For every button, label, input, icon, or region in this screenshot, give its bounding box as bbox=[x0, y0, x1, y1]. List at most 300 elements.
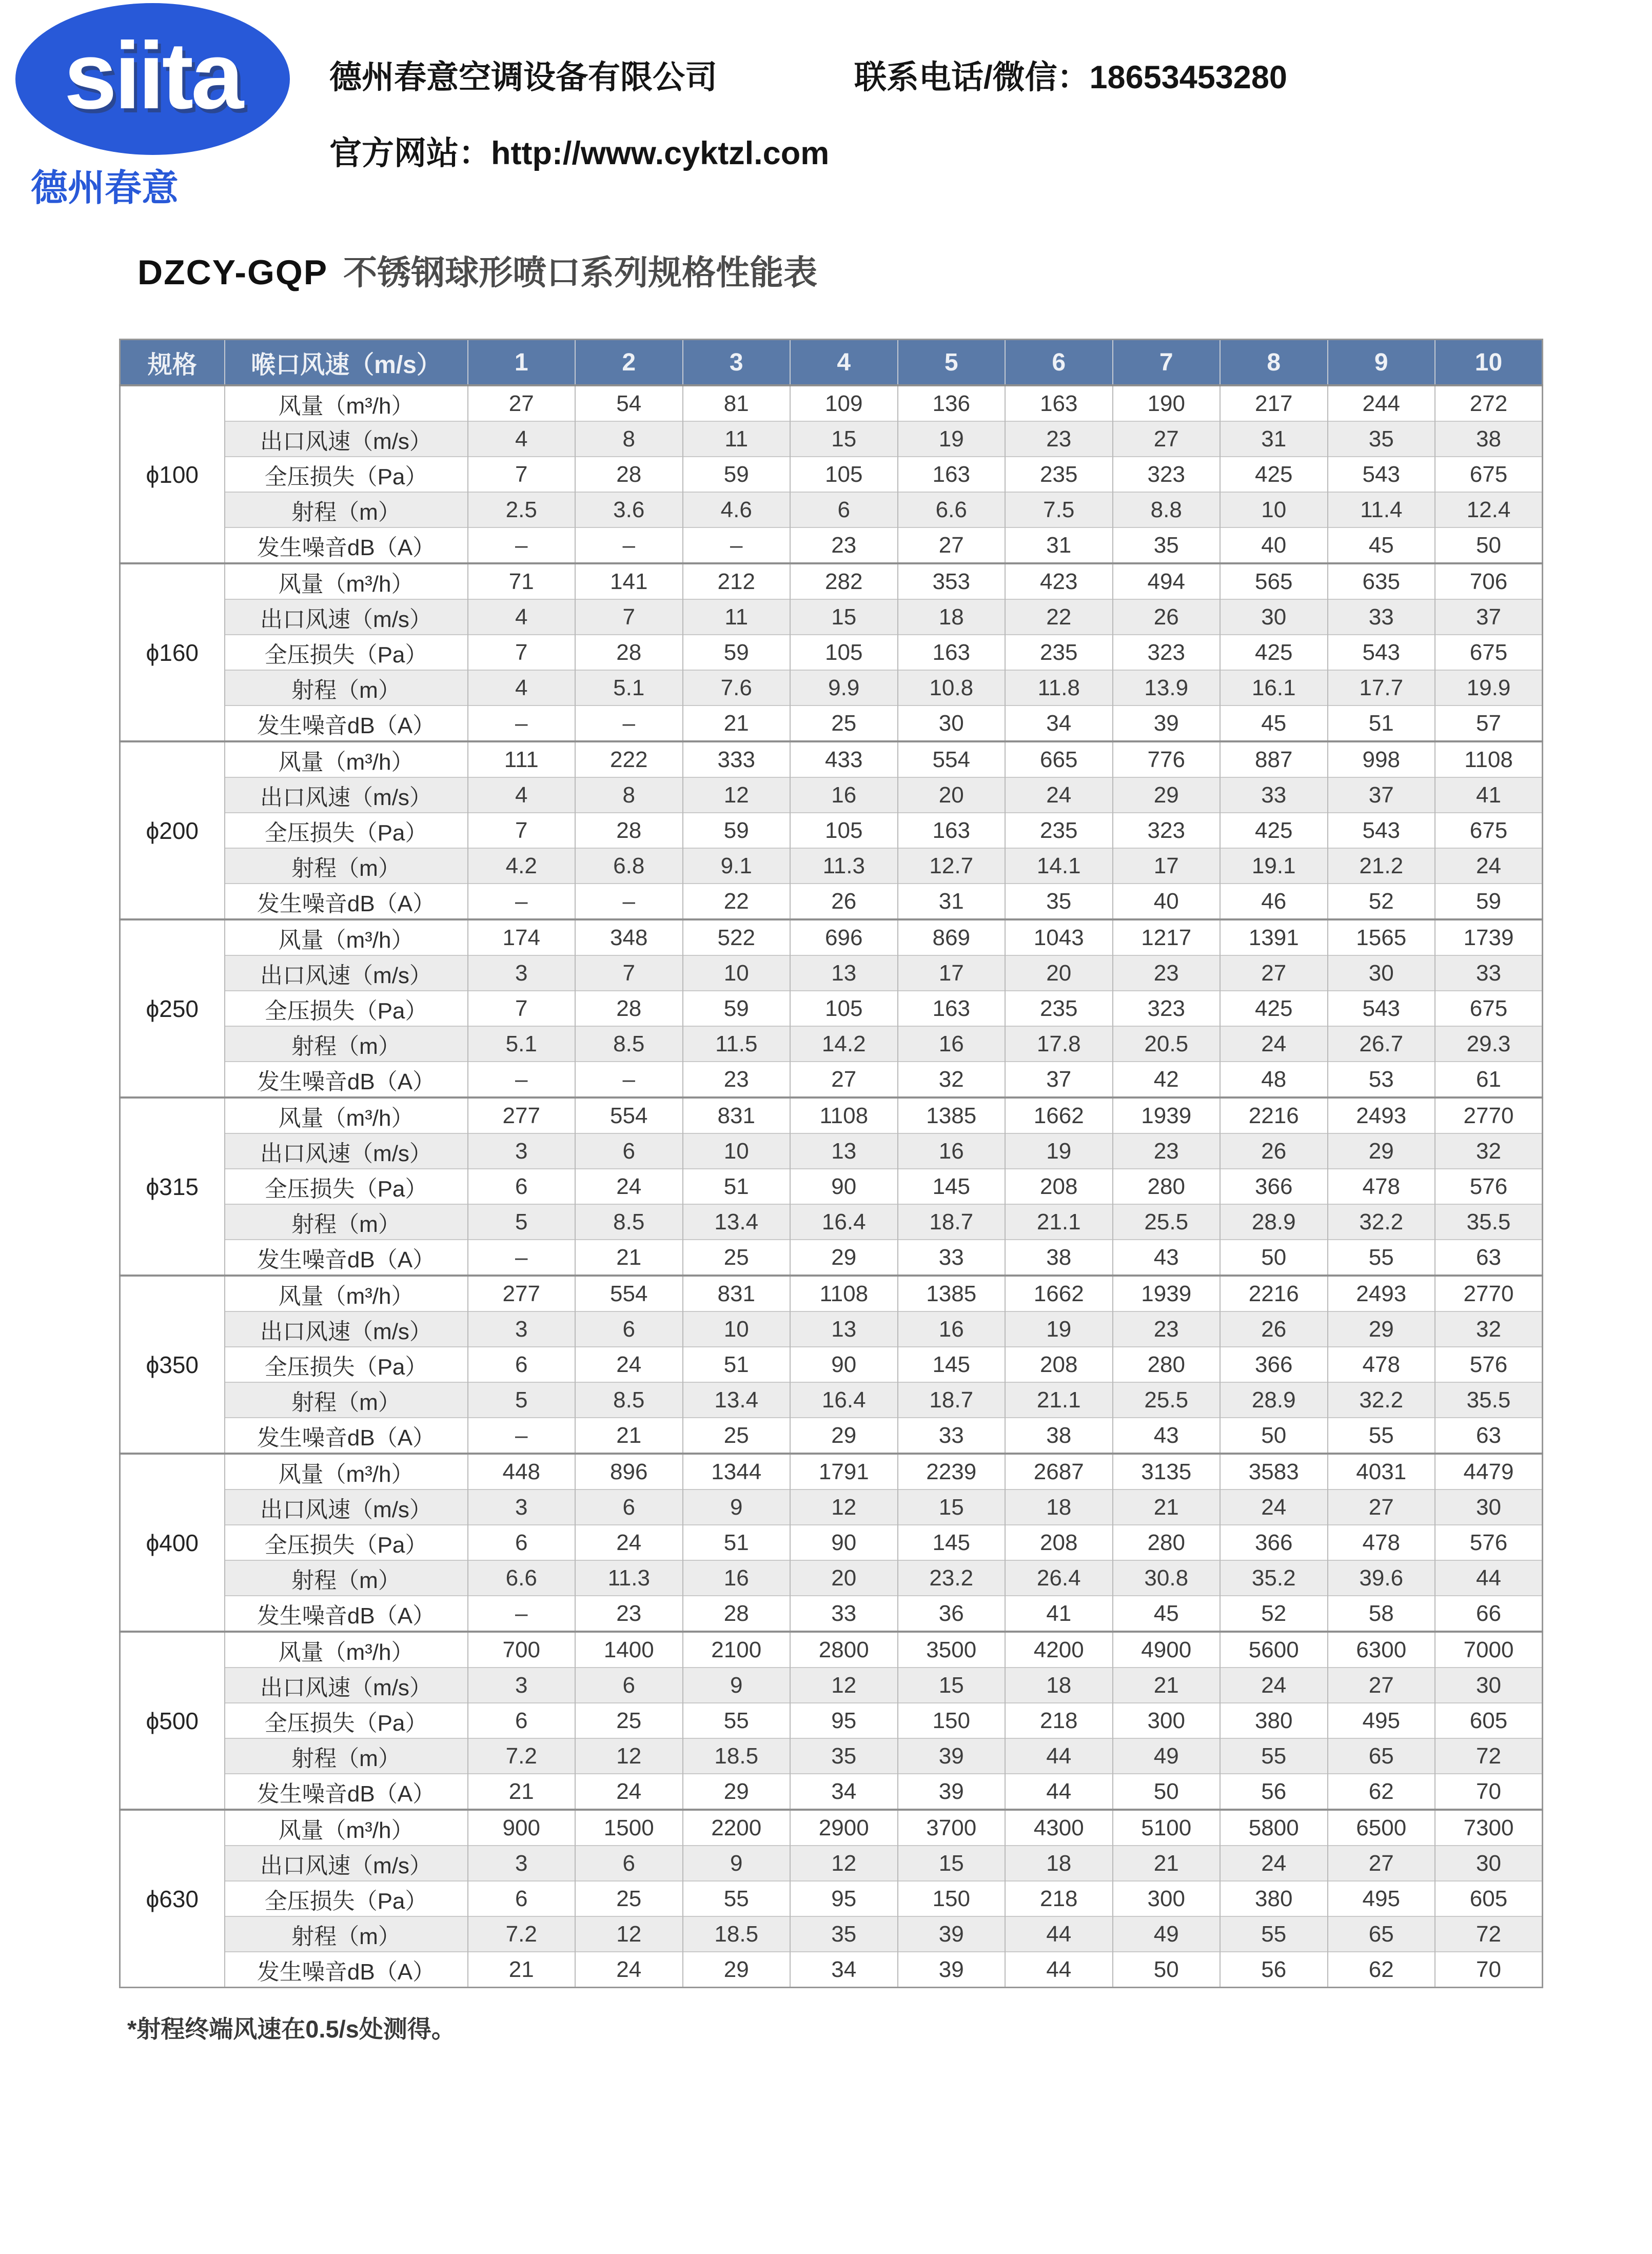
value-cell: 4 bbox=[468, 670, 576, 705]
table-row bbox=[120, 991, 1543, 1026]
value-cell: 1791 bbox=[790, 1454, 898, 1489]
value-cell: 29 bbox=[790, 1240, 898, 1276]
value-cell: 17 bbox=[898, 955, 1006, 991]
row-label: 全压损失（Pa） bbox=[225, 457, 468, 492]
value-cell: 6300 bbox=[1328, 1632, 1435, 1668]
value-cell: 30 bbox=[898, 705, 1006, 741]
value-cell: 35.2 bbox=[1220, 1560, 1328, 1596]
value-cell: 12.4 bbox=[1435, 492, 1543, 527]
value-cell: 24 bbox=[1220, 1489, 1328, 1525]
row-label: 射程（m） bbox=[225, 492, 468, 527]
value-cell: 13.9 bbox=[1113, 670, 1221, 705]
value-cell: 7300 bbox=[1435, 1810, 1543, 1846]
spec-cell: ϕ100 bbox=[120, 385, 225, 563]
value-cell: 34 bbox=[790, 1952, 898, 1988]
value-cell: – bbox=[575, 884, 683, 919]
value-cell: 14.1 bbox=[1005, 848, 1113, 884]
table-row bbox=[120, 1097, 1543, 1133]
value-cell: 696 bbox=[790, 919, 898, 955]
value-cell: 105 bbox=[790, 813, 898, 848]
value-cell: 323 bbox=[1113, 813, 1221, 848]
value-cell: 5.1 bbox=[575, 670, 683, 705]
value-cell: 425 bbox=[1220, 991, 1328, 1026]
value-cell: 8.8 bbox=[1113, 492, 1221, 527]
value-cell: 23 bbox=[790, 527, 898, 563]
value-cell: 543 bbox=[1328, 991, 1435, 1026]
value-cell: 11.8 bbox=[1005, 670, 1113, 705]
value-cell: 59 bbox=[1435, 884, 1543, 919]
table-row bbox=[120, 1632, 1543, 1668]
value-cell: 55 bbox=[1328, 1418, 1435, 1454]
value-cell: 55 bbox=[1220, 1738, 1328, 1774]
table-row bbox=[120, 1560, 1543, 1596]
value-cell: 6 bbox=[790, 492, 898, 527]
value-cell: 29 bbox=[683, 1774, 791, 1810]
value-cell: 212 bbox=[683, 563, 791, 599]
value-cell: 55 bbox=[1328, 1240, 1435, 1276]
row-label: 全压损失（Pa） bbox=[225, 1169, 468, 1204]
value-cell: 11.5 bbox=[683, 1026, 791, 1062]
value-cell: 15 bbox=[898, 1846, 1006, 1881]
value-cell: 4900 bbox=[1113, 1632, 1221, 1668]
value-cell: 37 bbox=[1328, 777, 1435, 813]
value-cell: 163 bbox=[898, 813, 1006, 848]
row-label: 出口风速（m/s） bbox=[225, 599, 468, 635]
value-cell: 16.4 bbox=[790, 1204, 898, 1240]
value-cell: 52 bbox=[1328, 884, 1435, 919]
value-cell: 8.5 bbox=[575, 1026, 683, 1062]
row-label: 射程（m） bbox=[225, 1026, 468, 1062]
table-row bbox=[120, 1952, 1543, 1988]
value-cell: 33 bbox=[1328, 599, 1435, 635]
col-header-2: 2 bbox=[575, 340, 683, 386]
value-cell: 3500 bbox=[898, 1632, 1006, 1668]
value-cell: 24 bbox=[575, 1347, 683, 1382]
value-cell: 218 bbox=[1005, 1881, 1113, 1916]
value-cell: 887 bbox=[1220, 741, 1328, 777]
spec-table bbox=[119, 339, 1543, 1988]
value-cell: 10 bbox=[683, 1311, 791, 1347]
value-cell: 29 bbox=[1328, 1311, 1435, 1347]
value-cell: 235 bbox=[1005, 813, 1113, 848]
website-url: 官方网站：http://www.cyktzl.com bbox=[329, 135, 830, 171]
value-cell: 30 bbox=[1435, 1846, 1543, 1881]
value-cell: 33 bbox=[898, 1240, 1006, 1276]
value-cell: 12 bbox=[790, 1668, 898, 1703]
value-cell: 244 bbox=[1328, 385, 1435, 421]
value-cell: 366 bbox=[1220, 1525, 1328, 1560]
value-cell: 6 bbox=[468, 1169, 576, 1204]
value-cell: 16 bbox=[790, 777, 898, 813]
table-row bbox=[120, 457, 1543, 492]
value-cell: 478 bbox=[1328, 1169, 1435, 1204]
table-row bbox=[120, 1276, 1543, 1311]
row-label: 出口风速（m/s） bbox=[225, 1846, 468, 1881]
row-label: 射程（m） bbox=[225, 1382, 468, 1418]
value-cell: 1108 bbox=[790, 1097, 898, 1133]
value-cell: 9.9 bbox=[790, 670, 898, 705]
value-cell: 35 bbox=[790, 1738, 898, 1774]
value-cell: 12.7 bbox=[898, 848, 1006, 884]
table-row bbox=[120, 1810, 1543, 1846]
value-cell: 425 bbox=[1220, 457, 1328, 492]
table-row bbox=[120, 670, 1543, 705]
value-cell: 1385 bbox=[898, 1097, 1006, 1133]
value-cell: 1043 bbox=[1005, 919, 1113, 955]
value-cell: 21.1 bbox=[1005, 1382, 1113, 1418]
row-label: 风量（m³/h） bbox=[225, 1454, 468, 1489]
value-cell: 41 bbox=[1005, 1596, 1113, 1632]
value-cell: 3 bbox=[468, 1846, 576, 1881]
value-cell: 44 bbox=[1005, 1916, 1113, 1952]
row-label: 风量（m³/h） bbox=[225, 1810, 468, 1846]
col-header-throat-speed: 喉口风速（m/s） bbox=[225, 340, 468, 386]
value-cell: 9 bbox=[683, 1846, 791, 1881]
row-label: 全压损失（Pa） bbox=[225, 991, 468, 1026]
value-cell: 218 bbox=[1005, 1703, 1113, 1738]
value-cell: 18 bbox=[1005, 1846, 1113, 1881]
value-cell: – bbox=[575, 705, 683, 741]
page-title-model: DZCY-GQP bbox=[137, 253, 328, 292]
value-cell: 59 bbox=[683, 635, 791, 670]
value-cell: 6 bbox=[575, 1846, 683, 1881]
table-row bbox=[120, 1133, 1543, 1169]
table-row bbox=[120, 385, 1543, 421]
value-cell: 2216 bbox=[1220, 1276, 1328, 1311]
value-cell: 2900 bbox=[790, 1810, 898, 1846]
table-row bbox=[120, 1596, 1543, 1632]
table-row bbox=[120, 1489, 1543, 1525]
value-cell: 26.4 bbox=[1005, 1560, 1113, 1596]
value-cell: 46 bbox=[1220, 884, 1328, 919]
value-cell: 333 bbox=[683, 741, 791, 777]
value-cell: 50 bbox=[1220, 1240, 1328, 1276]
value-cell: 38 bbox=[1005, 1418, 1113, 1454]
row-label: 全压损失（Pa） bbox=[225, 635, 468, 670]
table-row bbox=[120, 1347, 1543, 1382]
value-cell: 19 bbox=[1005, 1311, 1113, 1347]
value-cell: 14.2 bbox=[790, 1026, 898, 1062]
value-cell: 565 bbox=[1220, 563, 1328, 599]
value-cell: 90 bbox=[790, 1347, 898, 1382]
value-cell: 23 bbox=[575, 1596, 683, 1632]
value-cell: 23 bbox=[1005, 421, 1113, 457]
value-cell: 423 bbox=[1005, 563, 1113, 599]
value-cell: 66 bbox=[1435, 1596, 1543, 1632]
value-cell: 21 bbox=[1113, 1846, 1221, 1881]
brand-logo bbox=[15, 3, 290, 155]
value-cell: 24 bbox=[1435, 848, 1543, 884]
value-cell: 16 bbox=[898, 1133, 1006, 1169]
value-cell: 1739 bbox=[1435, 919, 1543, 955]
value-cell: 18.5 bbox=[683, 1916, 791, 1952]
value-cell: 6 bbox=[575, 1668, 683, 1703]
col-header-4: 4 bbox=[790, 340, 898, 386]
value-cell: 366 bbox=[1220, 1169, 1328, 1204]
row-label: 风量（m³/h） bbox=[225, 1632, 468, 1668]
brand-logo-text: siita bbox=[64, 23, 242, 129]
value-cell: 55 bbox=[683, 1881, 791, 1916]
row-label: 射程（m） bbox=[225, 1560, 468, 1596]
value-cell: 25 bbox=[683, 1418, 791, 1454]
value-cell: 16 bbox=[898, 1026, 1006, 1062]
value-cell: 35 bbox=[790, 1916, 898, 1952]
value-cell: 28 bbox=[575, 457, 683, 492]
value-cell: 5600 bbox=[1220, 1632, 1328, 1668]
value-cell: 24 bbox=[575, 1952, 683, 1988]
value-cell: 494 bbox=[1113, 563, 1221, 599]
value-cell: 495 bbox=[1328, 1881, 1435, 1916]
value-cell: 19.1 bbox=[1220, 848, 1328, 884]
value-cell: 1391 bbox=[1220, 919, 1328, 955]
value-cell: 6 bbox=[575, 1311, 683, 1347]
value-cell: 41 bbox=[1435, 777, 1543, 813]
spec-cell: ϕ200 bbox=[120, 741, 225, 919]
value-cell: 28 bbox=[683, 1596, 791, 1632]
value-cell: 27 bbox=[468, 385, 576, 421]
row-label: 全压损失（Pa） bbox=[225, 1525, 468, 1560]
value-cell: 15 bbox=[898, 1489, 1006, 1525]
value-cell: 23 bbox=[1113, 1311, 1221, 1347]
row-label: 风量（m³/h） bbox=[225, 1276, 468, 1311]
table-row bbox=[120, 1311, 1543, 1347]
value-cell: 30 bbox=[1435, 1668, 1543, 1703]
value-cell: 21 bbox=[468, 1952, 576, 1988]
value-cell: 65 bbox=[1328, 1738, 1435, 1774]
value-cell: 478 bbox=[1328, 1525, 1435, 1560]
value-cell: 8 bbox=[575, 421, 683, 457]
value-cell: 16 bbox=[898, 1311, 1006, 1347]
table-row bbox=[120, 777, 1543, 813]
value-cell: 39.6 bbox=[1328, 1560, 1435, 1596]
value-cell: 2493 bbox=[1328, 1276, 1435, 1311]
value-cell: 12 bbox=[790, 1846, 898, 1881]
value-cell: 7 bbox=[468, 813, 576, 848]
value-cell: 6 bbox=[575, 1133, 683, 1169]
value-cell: 12 bbox=[575, 1916, 683, 1952]
value-cell: 44 bbox=[1005, 1738, 1113, 1774]
value-cell: 282 bbox=[790, 563, 898, 599]
spec-table-body bbox=[120, 385, 1543, 1988]
value-cell: 71 bbox=[468, 563, 576, 599]
value-cell: 6 bbox=[468, 1703, 576, 1738]
table-row bbox=[120, 1204, 1543, 1240]
value-cell: 16 bbox=[683, 1560, 791, 1596]
spec-cell: ϕ500 bbox=[120, 1632, 225, 1810]
value-cell: 7.5 bbox=[1005, 492, 1113, 527]
value-cell: 7 bbox=[468, 457, 576, 492]
value-cell: 44 bbox=[1005, 1774, 1113, 1810]
value-cell: 1662 bbox=[1005, 1097, 1113, 1133]
row-label: 全压损失（Pa） bbox=[225, 1703, 468, 1738]
value-cell: 30.8 bbox=[1113, 1560, 1221, 1596]
value-cell: 11.4 bbox=[1328, 492, 1435, 527]
value-cell: 605 bbox=[1435, 1881, 1543, 1916]
value-cell: 2200 bbox=[683, 1810, 791, 1846]
value-cell: 27 bbox=[1113, 421, 1221, 457]
value-cell: 34 bbox=[790, 1774, 898, 1810]
row-label: 发生噪音dB（A） bbox=[225, 1240, 468, 1276]
value-cell: 11 bbox=[683, 599, 791, 635]
value-cell: 42 bbox=[1113, 1062, 1221, 1097]
value-cell: 23 bbox=[1113, 955, 1221, 991]
value-cell: 13 bbox=[790, 955, 898, 991]
value-cell: 323 bbox=[1113, 457, 1221, 492]
table-row bbox=[120, 1916, 1543, 1952]
value-cell: 11.3 bbox=[575, 1560, 683, 1596]
value-cell: 57 bbox=[1435, 705, 1543, 741]
value-cell: 2687 bbox=[1005, 1454, 1113, 1489]
value-cell: 43 bbox=[1113, 1240, 1221, 1276]
value-cell: 25 bbox=[683, 1240, 791, 1276]
value-cell: 32 bbox=[1435, 1133, 1543, 1169]
value-cell: 31 bbox=[1005, 527, 1113, 563]
value-cell: 4200 bbox=[1005, 1632, 1113, 1668]
value-cell: 163 bbox=[1005, 385, 1113, 421]
value-cell: 21 bbox=[575, 1240, 683, 1276]
value-cell: 37 bbox=[1005, 1062, 1113, 1097]
value-cell: 18.7 bbox=[898, 1382, 1006, 1418]
row-label: 射程（m） bbox=[225, 1204, 468, 1240]
value-cell: 55 bbox=[1220, 1916, 1328, 1952]
value-cell: 28.9 bbox=[1220, 1382, 1328, 1418]
value-cell: 31 bbox=[1220, 421, 1328, 457]
value-cell: 217 bbox=[1220, 385, 1328, 421]
value-cell: 13.4 bbox=[683, 1204, 791, 1240]
table-row bbox=[120, 848, 1543, 884]
value-cell: 19 bbox=[1005, 1133, 1113, 1169]
value-cell: 323 bbox=[1113, 635, 1221, 670]
value-cell: 7 bbox=[575, 599, 683, 635]
value-cell: 50 bbox=[1220, 1418, 1328, 1454]
value-cell: 478 bbox=[1328, 1347, 1435, 1382]
value-cell: 35.5 bbox=[1435, 1204, 1543, 1240]
value-cell: 59 bbox=[683, 991, 791, 1026]
value-cell: 58 bbox=[1328, 1596, 1435, 1632]
value-cell: 554 bbox=[575, 1276, 683, 1311]
value-cell: 280 bbox=[1113, 1347, 1221, 1382]
value-cell: 95 bbox=[790, 1881, 898, 1916]
page-title bbox=[137, 245, 817, 294]
value-cell: 2770 bbox=[1435, 1097, 1543, 1133]
value-cell: 2770 bbox=[1435, 1276, 1543, 1311]
value-cell: 9.1 bbox=[683, 848, 791, 884]
value-cell: 63 bbox=[1435, 1240, 1543, 1276]
table-row bbox=[120, 1454, 1543, 1489]
value-cell: 29 bbox=[790, 1418, 898, 1454]
value-cell: 433 bbox=[790, 741, 898, 777]
value-cell: 380 bbox=[1220, 1881, 1328, 1916]
value-cell: 17.7 bbox=[1328, 670, 1435, 705]
table-row bbox=[120, 563, 1543, 599]
value-cell: 2.5 bbox=[468, 492, 576, 527]
value-cell: 2800 bbox=[790, 1632, 898, 1668]
value-cell: 425 bbox=[1220, 635, 1328, 670]
row-label: 出口风速（m/s） bbox=[225, 1311, 468, 1347]
value-cell: 28 bbox=[575, 813, 683, 848]
value-cell: 62 bbox=[1328, 1774, 1435, 1810]
value-cell: 37 bbox=[1435, 599, 1543, 635]
value-cell: 1344 bbox=[683, 1454, 791, 1489]
value-cell: 81 bbox=[683, 385, 791, 421]
value-cell: 6 bbox=[575, 1489, 683, 1525]
spec-cell: ϕ350 bbox=[120, 1276, 225, 1454]
row-label: 发生噪音dB（A） bbox=[225, 527, 468, 563]
value-cell: 18 bbox=[1005, 1489, 1113, 1525]
col-header-5: 5 bbox=[898, 340, 1006, 386]
value-cell: 51 bbox=[683, 1169, 791, 1204]
value-cell: 32.2 bbox=[1328, 1204, 1435, 1240]
value-cell: 30 bbox=[1220, 599, 1328, 635]
value-cell: 554 bbox=[575, 1097, 683, 1133]
value-cell: 1217 bbox=[1113, 919, 1221, 955]
row-label: 风量（m³/h） bbox=[225, 919, 468, 955]
value-cell: 3583 bbox=[1220, 1454, 1328, 1489]
table-row bbox=[120, 1881, 1543, 1916]
value-cell: 554 bbox=[898, 741, 1006, 777]
value-cell: 353 bbox=[898, 563, 1006, 599]
table-row bbox=[120, 1062, 1543, 1097]
value-cell: 8.5 bbox=[575, 1204, 683, 1240]
table-row bbox=[120, 1738, 1543, 1774]
value-cell: 3 bbox=[468, 1489, 576, 1525]
value-cell: 12 bbox=[790, 1489, 898, 1525]
value-cell: 26 bbox=[1220, 1133, 1328, 1169]
value-cell: 9 bbox=[683, 1489, 791, 1525]
value-cell: 425 bbox=[1220, 813, 1328, 848]
value-cell: 900 bbox=[468, 1810, 576, 1846]
col-header-1: 1 bbox=[468, 340, 576, 386]
value-cell: 28 bbox=[575, 635, 683, 670]
value-cell: 33 bbox=[898, 1418, 1006, 1454]
row-label: 射程（m） bbox=[225, 1916, 468, 1952]
value-cell: – bbox=[575, 527, 683, 563]
value-cell: 145 bbox=[898, 1347, 1006, 1382]
page-title-name: 不锈钢球形喷口系列规格性能表 bbox=[343, 253, 818, 291]
value-cell: 59 bbox=[683, 813, 791, 848]
row-label: 发生噪音dB（A） bbox=[225, 1774, 468, 1810]
value-cell: 1939 bbox=[1113, 1097, 1221, 1133]
value-cell: 2100 bbox=[683, 1632, 791, 1668]
value-cell: 105 bbox=[790, 457, 898, 492]
value-cell: 1400 bbox=[575, 1632, 683, 1668]
value-cell: 7 bbox=[468, 991, 576, 1026]
spec-cell: ϕ630 bbox=[120, 1810, 225, 1988]
value-cell: 9 bbox=[683, 1668, 791, 1703]
value-cell: 21 bbox=[468, 1774, 576, 1810]
value-cell: 39 bbox=[1113, 705, 1221, 741]
value-cell: 576 bbox=[1435, 1347, 1543, 1382]
value-cell: 33 bbox=[1435, 955, 1543, 991]
value-cell: 27 bbox=[1220, 955, 1328, 991]
value-cell: 1500 bbox=[575, 1810, 683, 1846]
value-cell: 6500 bbox=[1328, 1810, 1435, 1846]
value-cell: 56 bbox=[1220, 1952, 1328, 1988]
value-cell: 18 bbox=[1005, 1668, 1113, 1703]
value-cell: 45 bbox=[1113, 1596, 1221, 1632]
row-label: 射程（m） bbox=[225, 848, 468, 884]
value-cell: 59 bbox=[683, 457, 791, 492]
value-cell: 543 bbox=[1328, 813, 1435, 848]
value-cell: 29 bbox=[1113, 777, 1221, 813]
value-cell: 6 bbox=[468, 1881, 576, 1916]
value-cell: 32 bbox=[898, 1062, 1006, 1097]
value-cell: 32.2 bbox=[1328, 1382, 1435, 1418]
value-cell: 24 bbox=[575, 1525, 683, 1560]
col-header-10: 10 bbox=[1435, 340, 1543, 386]
value-cell: 3700 bbox=[898, 1810, 1006, 1846]
row-label: 出口风速（m/s） bbox=[225, 1133, 468, 1169]
